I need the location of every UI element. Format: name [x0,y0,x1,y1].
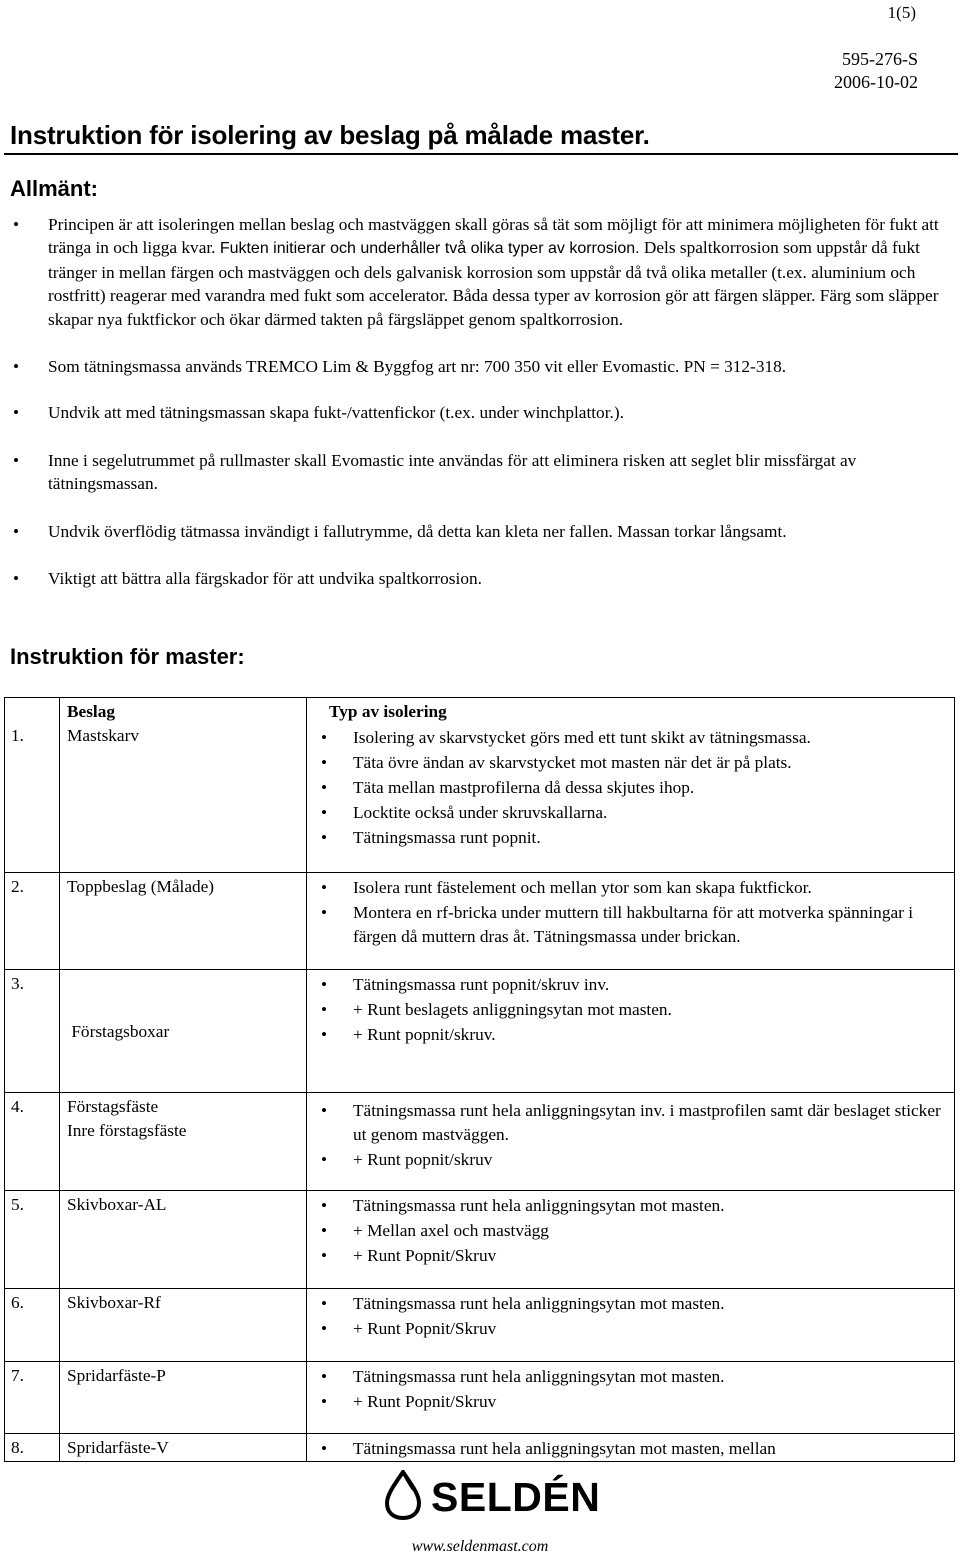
beslag-name: Mastskarv [67,726,139,745]
beslag-name: Inre förstagsfäste [67,1120,187,1140]
row-isolation [307,1361,955,1433]
table-row [5,1288,955,1361]
table-row [5,872,955,969]
isolation-item: • Tätningsmassa runt hela anliggningsytan mot masten. [315,1365,954,1389]
isolation-item: • + Runt beslagets anliggningsytan mot masten. [315,998,954,1022]
isolation-item: • Montera en rf-bricka under muttern till hakbultarna för att motverka spänningar i färgen då muttern dras åt. Tätningsmassa under brickan. [321,902,914,946]
doc-number: 595-276-S [842,49,918,69]
row-isolation [307,872,955,969]
table-row [5,969,955,1092]
table-header-row [5,698,955,725]
table-row [5,1092,955,1190]
row-beslag [60,1092,307,1190]
doc-date: 2006-10-02 [834,72,918,92]
bullet-icon: • [321,753,328,772]
row-number: 3. [5,969,60,1092]
column-header-typ: Typ av isolering [307,698,955,725]
bullet-icon: • [321,877,328,897]
isolation-item: • + Runt Popnit/Skruv [315,1390,954,1414]
row-number: 8. [5,1433,60,1461]
beslag-name: Toppbeslag (Målade) [67,876,215,896]
general-bullet-text: Dels spaltkorrosion som uppstår då fukt tränger in mellan färgen och mastväggen och dels galvanisk korrosion som uppstår då två olika metaller (t.ex. aluminium och rostfritt) reagerar med varandra med fukt som accelerator. Båda dessa typer av korrosion gör att färgen släpper. Färg som släpper skapar nya fuktfickor och ökar därmed takten på färgsläppet genom spaltkorrosion. [48,238,939,329]
row-beslag [60,872,307,969]
general-bullet [10,355,940,378]
isolation-item: • Tätningsmassa runt hela anliggningsytan mot masten, mellan [315,1437,954,1461]
row-isolation [307,1092,955,1190]
row-number: 1. [5,724,60,872]
isolation-item: • + Runt popnit/skruv [315,1148,954,1172]
isolation-item: • Tätningsmassa runt hela anliggningsytan mot masten. [315,1292,954,1316]
isolation-item: • + Runt popnit/skruv. [315,1023,954,1047]
general-bullet-text: Fukten initierar och underhåller två olika typer av korrosion. [219,240,640,258]
beslag-name: Spridarfäste-P [67,1365,166,1385]
isolation-item: • Tätningsmassa runt hela anliggningsytan mot masten. [315,1194,954,1218]
beslag-name: Skivboxar-AL [67,1194,167,1214]
bullet-icon: • [321,828,328,847]
bullet-icon: • [321,1100,328,1120]
selden-logo-icon [383,1470,423,1520]
isolation-item: • Locktite också under skruvskallarna. [315,801,954,825]
isolation-item: • Isolera runt fästelement och mellan ytor som kan skapa fuktfickor. [315,876,954,900]
row-number: 7. [5,1361,60,1433]
column-header-beslag: Beslag [60,698,307,725]
bullet-icon: • [321,902,328,922]
table-row [5,1433,955,1461]
general-bullet-text: Undvik överflödig tätmassa invändigt i fallutrymme, då detta kan kleta ner fallen. Massan torkar långsamt. [48,521,787,541]
isolation-item: • + Runt Popnit/Skruv [315,1317,954,1341]
row-beslag [60,1433,307,1461]
isolation-item: • + Runt Popnit/Skruv [315,1244,954,1268]
row-beslag [60,969,307,1092]
bullet-icon: • [13,403,20,423]
bullet-icon: • [321,728,328,747]
bullet-icon: • [321,1293,328,1313]
table-row [5,1190,955,1288]
general-bullet [10,213,940,331]
beslag-name: Förstagsfäste [67,1096,159,1116]
general-bullet-text: Inne i segelutrummet på rullmaster skall Evomastic inte användas för att eliminera risken att seglet blir missfärgat av tätningsmassan. [48,450,857,494]
general-bullet [10,401,940,424]
general-bullet [10,449,940,496]
mast-fittings-table [4,697,955,1462]
row-isolation [307,1190,955,1288]
bullet-icon: • [321,778,328,797]
page-number: 1(5) [887,3,916,22]
row-beslag [60,1190,307,1288]
general-bullet [10,567,940,590]
bullet-icon: • [321,1438,328,1458]
isolation-item: • Täta övre ändan av skarvstycket mot masten när det är på plats. [315,751,954,775]
general-bullet [10,520,940,543]
document-code [834,48,918,94]
row-beslag [60,1361,307,1433]
bullet-icon: • [13,569,20,589]
row-number: 2. [5,872,60,969]
row-isolation [307,724,955,872]
bullet-icon: • [321,974,328,994]
title-divider [4,153,958,155]
bullet-icon: • [321,1391,328,1411]
row-beslag [60,1288,307,1361]
bullet-icon: • [321,1318,328,1338]
general-bullet-text: Principen är att isoleringen mellan beslag och mastväggen skall göras så tät som möjligt för att minimera möjligheten för fukt att tränga in och ligga kvar. [48,215,939,258]
bullet-icon: • [321,1024,328,1044]
row-number: 5. [5,1190,60,1288]
masts-heading: Instruktion för master: [10,644,245,669]
bullet-icon: • [321,1220,328,1240]
row-beslag [60,724,307,872]
bullet-icon: • [13,450,20,470]
general-bullet-text: Undvik att med tätningsmassan skapa fukt-/vattenfickor (t.ex. under winchplattor.). [48,403,624,423]
bullet-icon: • [13,215,20,234]
selden-logo [383,1470,603,1524]
bullet-icon: • [321,1149,328,1169]
row-isolation [307,969,955,1092]
beslag-name: Skivboxar-Rf [67,1292,161,1312]
row-number: 6. [5,1288,60,1361]
bullet-icon: • [321,803,328,822]
document-title: Instruktion för isolering av beslag på målade master. [10,120,650,150]
table-row [5,724,955,872]
table-row [5,1361,955,1433]
selden-logo-wordmark: SELDÉN [431,1474,601,1520]
isolation-item: • + Mellan axel och mastvägg [315,1219,954,1243]
bullet-icon: • [13,521,20,541]
isolation-item: • Tätningsmassa runt popnit. [315,826,954,850]
bullet-icon: • [321,999,328,1019]
general-bullet-text: Viktigt att bättra alla färgskador för att undvika spaltkorrosion. [48,569,482,589]
beslag-name: Förstagsboxar [67,1021,170,1041]
bullet-icon: • [13,357,20,377]
isolation-item: • Isolering av skarvstycket görs med ett tunt skikt av tätningsmassa. [315,726,954,750]
bullet-icon: • [321,1195,328,1215]
isolation-item: • Tätningsmassa runt hela anliggningsytan inv. i mastprofilen samt där beslaget sticker ut genom mastväggen. [321,1100,941,1144]
general-bullet-list [10,213,940,590]
bullet-icon: • [321,1366,328,1386]
isolation-item: • Tätningsmassa runt popnit/skruv inv. [315,973,954,997]
row-isolation [307,1433,955,1461]
general-bullet-text: Som tätningsmassa används TREMCO Lim & Byggfog art nr: 700 350 vit eller Evomastic. PN = 312-318. [48,357,787,377]
general-heading: Allmänt: [10,176,98,201]
isolation-item: • Täta mellan mastprofilerna då dessa skjutes ihop. [315,776,954,800]
website-url: www.seldenmast.com [411,1538,549,1555]
bullet-icon: • [321,1245,328,1265]
row-isolation [307,1288,955,1361]
row-number: 4. [5,1092,60,1190]
beslag-name: Spridarfäste-V [67,1437,169,1457]
